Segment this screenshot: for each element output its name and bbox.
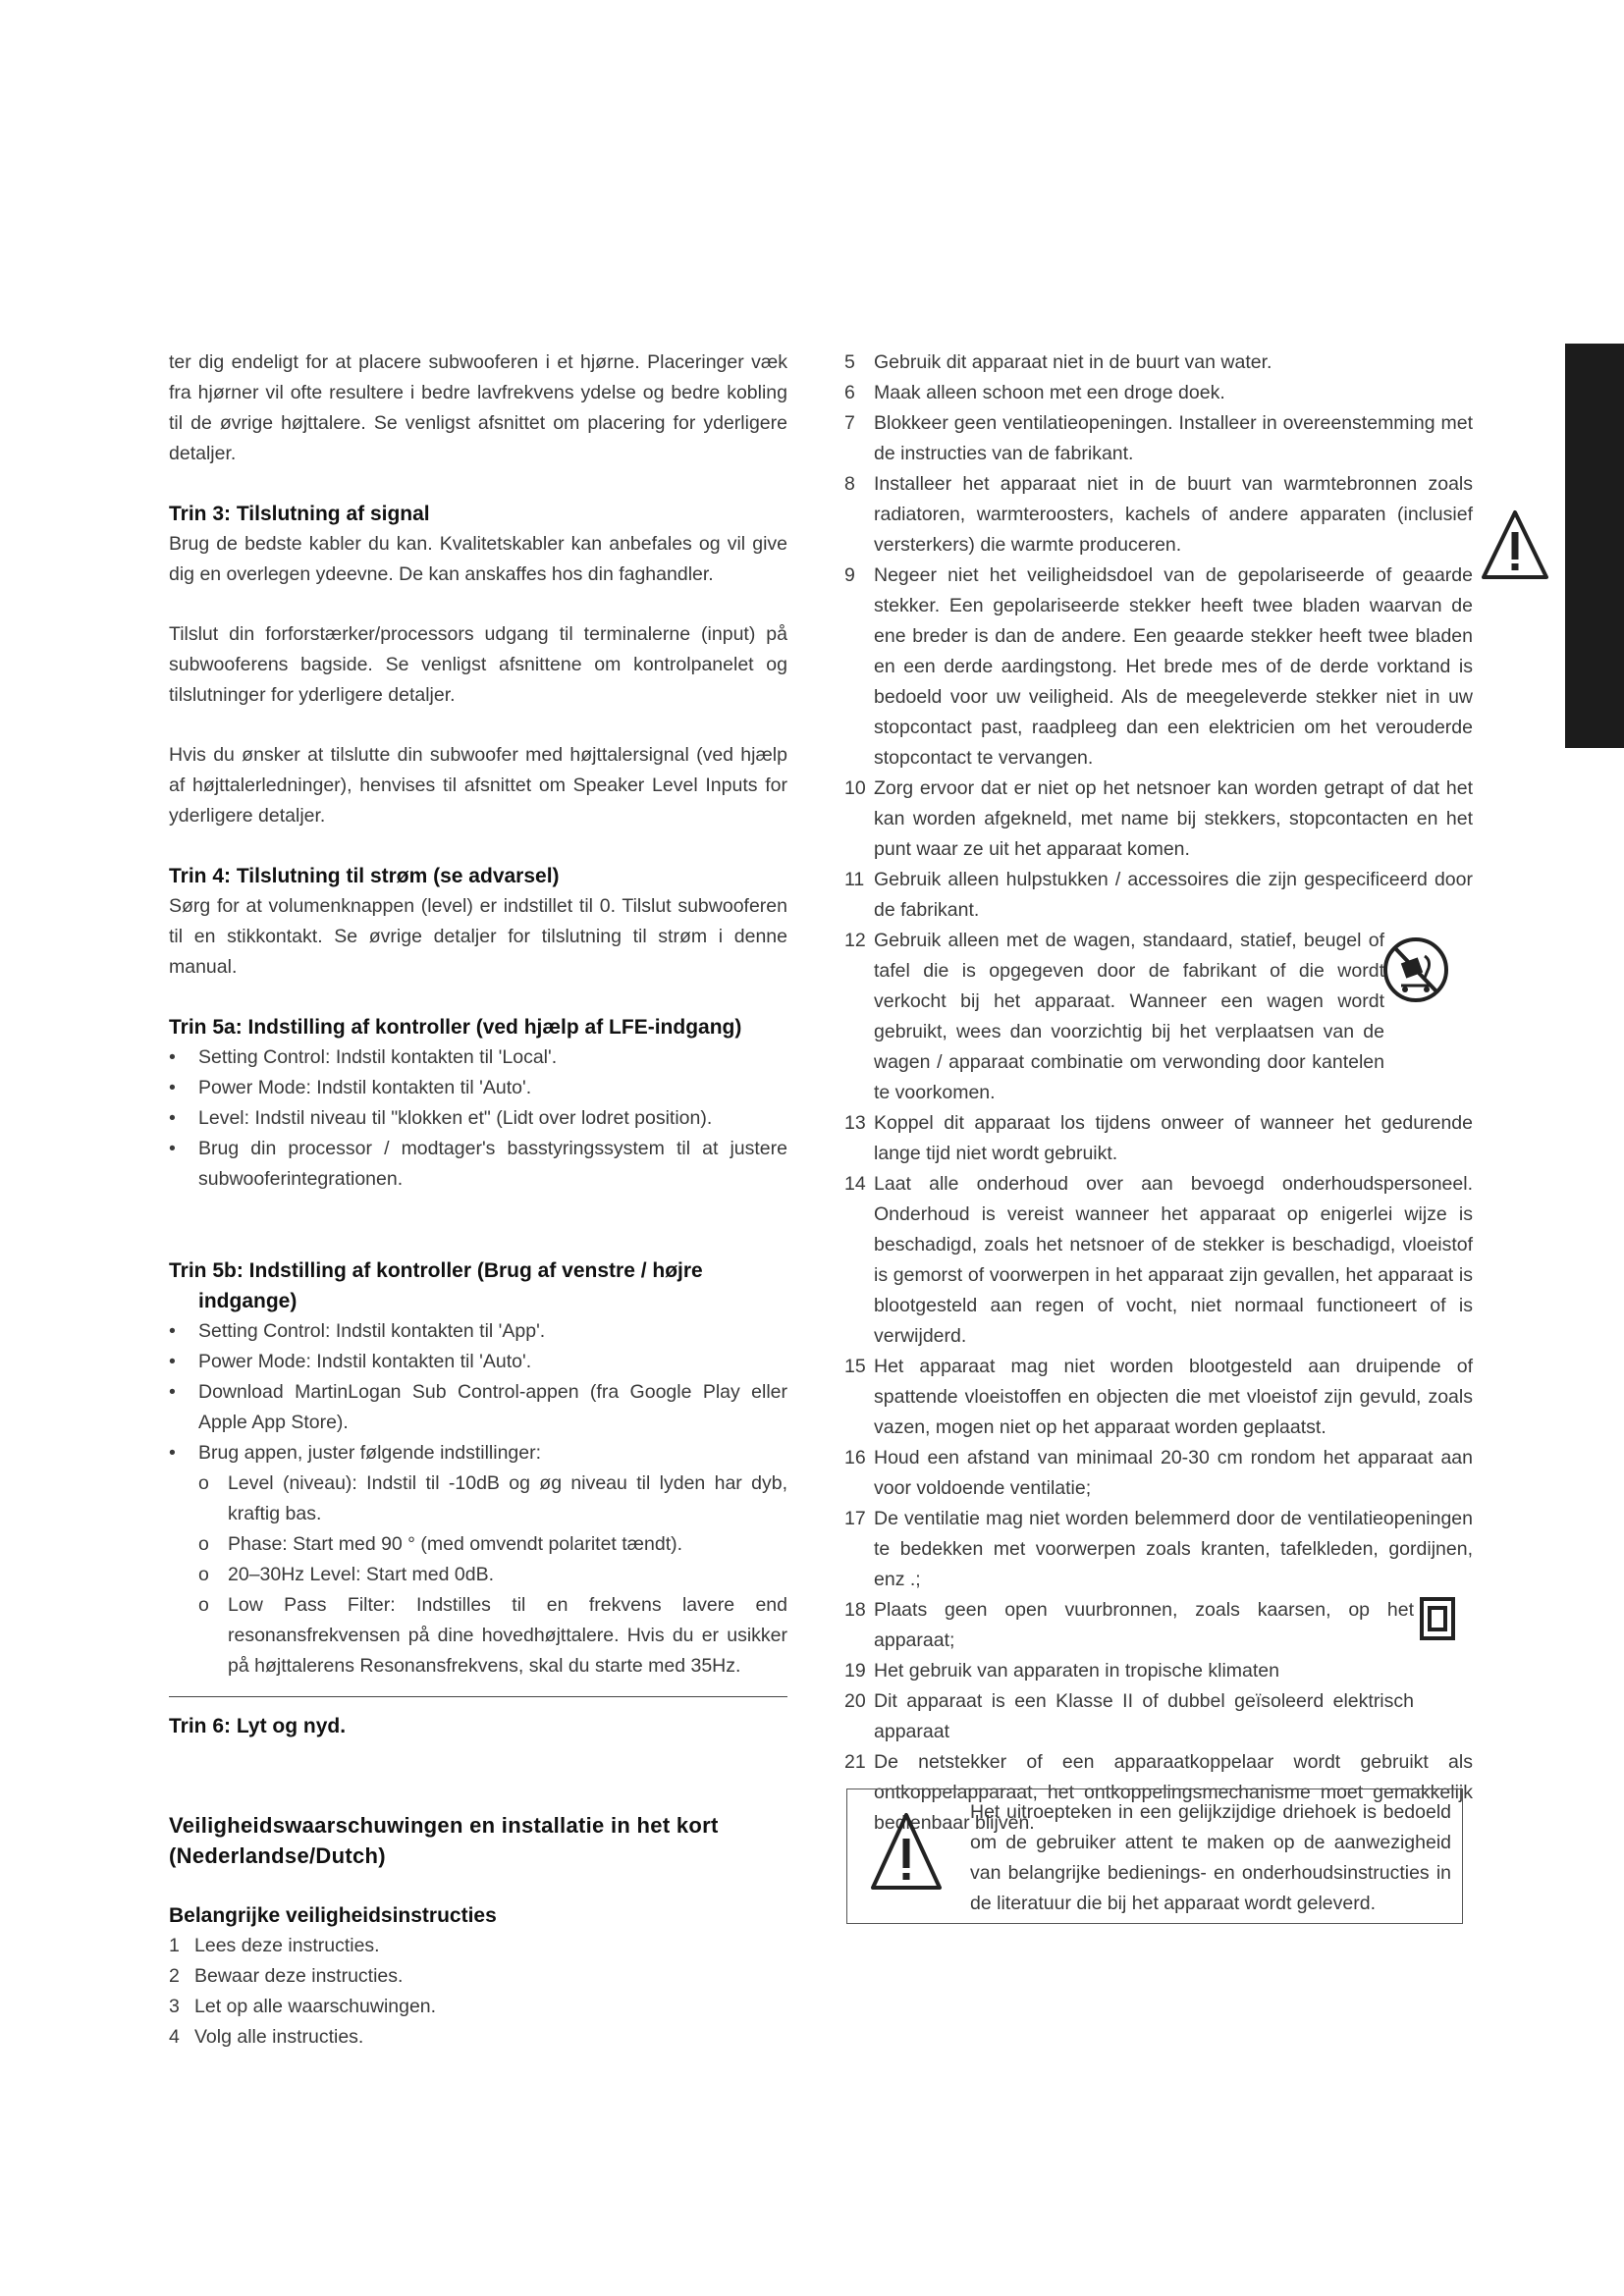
list-item: • Power Mode: Indstil kontakten til 'Auto'.: [169, 1077, 532, 1098]
right-column: [844, 347, 1473, 1839]
list-item: 12 Gebruik alleen met de wagen, standaard, statief, beugel of tafel die is opgegeven door de fabrikant of die wordt verkocht bij het apparaat. Wanneer een wagen wordt gebruikt, wees dan voorzichtig bij het verplaatsen van de wagen / apparaat combinatie om verwonding door kantelen te voorkomen.: [844, 930, 1384, 1103]
cart-tip-over-icon: [1381, 931, 1450, 1009]
list-item: 9 Negeer niet het veiligheidsdoel van de gepolariseerde of geaarde stekker. Een gepolariseerde stekker heeft twee bladen waarvan de ene breder is dan de andere. Een geaarde stekker heeft twee bladen en een derde aardingstong. Het brede mes of de derde vorktand is bedoeld voor uw veiligheid. Als de meegeleverde stekker niet in uw stopcontact past, raadpleeg dan een elektricien om het verouderde stopcontact te vervangen.: [844, 564, 1473, 769]
list-item: 15 Het apparaat mag niet worden blootgesteld aan druipende of spattende vloeistoffen en objecten die met vloeistof zijn gevuld, zoals vazen, mogen niet op het apparaat worden geplaatst.: [844, 1356, 1473, 1438]
list-item: 2 Bewaar deze instructies.: [169, 1965, 404, 1987]
step4-heading: Trin 4: Tilslutning til strøm (se advarsel): [169, 865, 560, 887]
step3-paragraph-3: Hvis du ønsker at tilslutte din subwoofer med højttalersignal (ved hjælp af højttalerledninger), henvises til afsnittet om Speaker Level Inputs for yderligere detaljer.: [169, 744, 787, 827]
list-item: 1 Lees deze instructies.: [169, 1935, 380, 1956]
list-item: 11 Gebruik alleen hulpstukken / accessoires die zijn gespecificeerd door de fabrikant.: [844, 869, 1473, 921]
list-item: 18 Plaats geen open vuurbronnen, zoals kaarsen, op het apparaat;: [844, 1599, 1414, 1651]
list-item: 21 De netstekker of een apparaatkoppelaar wordt gebruikt als ontkoppelapparaat, het ontkoppelingsmechanisme moet gemakkelijk bedienbaar blijven.: [844, 1751, 1473, 1834]
warning-triangle-icon: [1481, 507, 1549, 585]
warning-triangle-icon: [869, 1809, 944, 1897]
list-item: 14 Laat alle onderhoud over aan bevoegd onderhoudspersoneel. Onderhoud is vereist wanneer het apparaat op enigerlei wijze is beschadigd, zoals het netsnoer of de stekker is beschadigd, vloeistof is gemorst of voorwerpen in het apparaat zijn gevallen, het apparaat is blootgesteld aan regen of vocht, niet normaal functioneert of is verwijderd.: [844, 1173, 1473, 1347]
step6-heading: Trin 6: Lyt og nyd.: [169, 1715, 347, 1737]
list-item: 20 Dit apparaat is een Klasse II of dubbel geïsoleerd elektrisch apparaat: [844, 1690, 1414, 1742]
list-item: • Power Mode: Indstil kontakten til 'Auto'.: [169, 1351, 532, 1372]
list-item: • Brug din processor / modtager's basstyringssystem til at justere subwooferintegrationen.: [169, 1138, 787, 1190]
list-item: 6 Maak alleen schoon met een droge doek.: [844, 382, 1225, 403]
sub-list-item: o 20–30Hz Level: Start med 0dB.: [198, 1564, 494, 1585]
list-item: 10 Zorg ervoor dat er niet op het netsnoer kan worden getrapt of dat het kan worden afgekneld, met name bij stekkers, stopcontacten en het punt waar ze uit het apparaat komen.: [844, 777, 1473, 860]
list-item: • Brug appen, juster følgende indstillinger:: [169, 1442, 542, 1464]
list-item: 3 Let op alle waarschuwingen.: [169, 1996, 437, 2017]
step5b-heading: Trin 5b: Indstilling af kontroller (Brug af venstre / højre indgange): [169, 1259, 703, 1312]
step3-heading: Trin 3: Tilslutning af signal: [169, 503, 430, 525]
step3-paragraph-2: Tilslut din forforstærker/processors udgang til terminalerne (input) på subwooferens bagside. Se venligst afsnittene om kontrolpanelet og tilslutninger for yderligere detaljer.: [169, 623, 787, 706]
double-insulation-icon: [1420, 1597, 1455, 1640]
warning-notice-box: [846, 1789, 1463, 1924]
section-tab: [1565, 344, 1624, 748]
step4-paragraph: Sørg for at volumenknappen (level) er indstillet til 0. Tilslut subwooferen til en stikkontakt. Se øvrige detaljer for tilslutning til strøm i denne manual.: [169, 895, 787, 978]
list-item: 4 Volg alle instructies.: [169, 2026, 364, 2048]
sub-list-item: o Phase: Start med 90 ° (med omvendt polaritet tændt).: [198, 1533, 683, 1555]
list-item: 17 De ventilatie mag niet worden belemmerd door de ventilatieopeningen te bedekken met voorwerpen zoals kranten, tafelkleden, gordijnen, enz .;: [844, 1508, 1473, 1590]
step3-paragraph-1: Brug de bedste kabler du kan. Kvalitetskabler kan anbefales og vil give dig en overlegen ydeevne. De kan anskaffes hos din faghandler.: [169, 533, 787, 585]
list-item: 8 Installeer het apparaat niet in de buurt van warmtebronnen zoals radiatoren, warmteroosters, kachels of andere apparaten (inclusief versterkers) die warmte produceren.: [844, 473, 1473, 556]
sub-list-item: o Low Pass Filter: Indstilles til en frekvens lavere end resonansfrekvensen på dine hovedhøjttalere. Hvis du er usikker på højttalerens Resonansfrekvens, skal du starte med 35Hz.: [198, 1594, 787, 1677]
sub-list-item: o Level (niveau): Indstil til -10dB og øg niveau til lyden har dyb, kraftig bas.: [198, 1472, 787, 1524]
step5a-heading: Trin 5a: Indstilling af kontroller (ved hjælp af LFE-indgang): [169, 1016, 742, 1039]
list-item: 16 Houd een afstand van minimaal 20-30 cm rondom het apparaat aan voor voldoende ventilatie;: [844, 1447, 1473, 1499]
intro-paragraph: ter dig endeligt for at placere subwooferen i et hjørne. Placeringer væk fra hjørner vil ofte resultere i bedre lavfrekvens ydelse og bedre kobling til de øvrige højttalere. Se venligst afsnittet om placering for yderligere detaljer.: [169, 351, 787, 464]
list-item: 13 Koppel dit apparaat los tijdens onweer of wanneer het gedurende lange tijd niet wordt gebruikt.: [844, 1112, 1473, 1164]
list-item: 19 Het gebruik van apparaten in tropische klimaten: [844, 1660, 1279, 1682]
list-item: 7 Blokkeer geen ventilatieopeningen. Installeer in overeenstemming met de instructies van de fabrikant.: [844, 412, 1473, 464]
list-item: • Setting Control: Indstil kontakten til 'App'.: [169, 1320, 546, 1342]
section-divider: [169, 1696, 787, 1697]
list-item: • Level: Indstil niveau til "klokken et" (Lidt over lodret position).: [169, 1107, 713, 1129]
list-item: • Setting Control: Indstil kontakten til 'Local'.: [169, 1046, 558, 1068]
list-item: • Download MartinLogan Sub Control-appen (fra Google Play eller Apple App Store).: [169, 1381, 787, 1433]
left-column: [169, 347, 787, 2053]
warning-notice-text: Het uitroepteken in een gelijkzijdige driehoek is bedoeld om de gebruiker attent te maken op de aanwezigheid van belangrijke bedienings- en onderhoudsinstructies in de literatuur die bij het apparaat wordt geleverd.: [970, 1801, 1451, 1914]
dutch-section-heading: Veiligheidswaarschuwingen en installatie in het kort (Nederlandse/Dutch): [169, 1813, 719, 1868]
list-item: 5 Gebruik dit apparaat niet in de buurt van water.: [844, 351, 1272, 373]
dutch-subheading: Belangrijke veiligheidsinstructies: [169, 1904, 497, 1927]
